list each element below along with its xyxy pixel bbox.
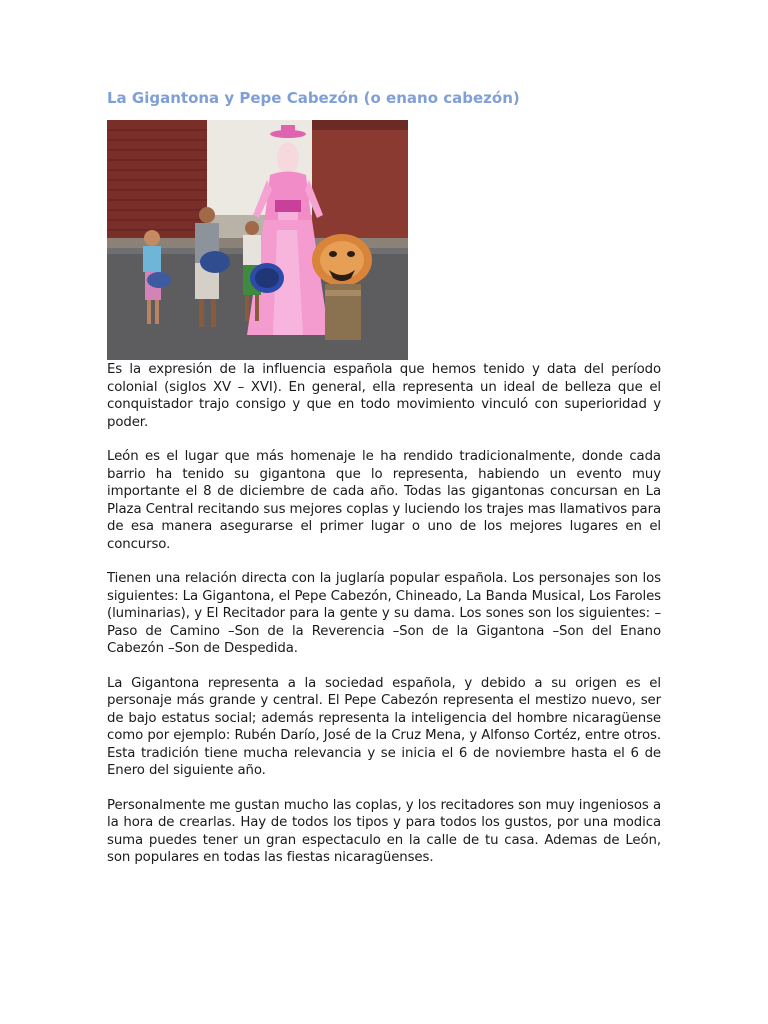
paragraph-5: Personalmente me gustan mucho las coplas, y los recitadores son muy ingeniosos a la hora de crearlas. Hay de todos los tipos y para todos los gustos, por una modica suma puedes tener un gran espectaculo en la calle de tu casa. Ademas de León, son populares en todas las fiestas nicaragüenses. [107, 797, 661, 865]
paragraph-4: La Gigantona representa a la sociedad española, y debido a su origen es el personaje más grande y central. El Pepe Cabezón representa el mestizo nuevo, ser de bajo estatus social; además representa la inteligencia del hombre nicaragüense como por ejemplo: Rubén Darío, José de la Cruz Mena, y Alfonso Cortéz, entre otros. Esta tradición tiene mucha relevancia y se inicia el 6 de noviembre hasta el 6 de Enero del siguiente año. [107, 675, 661, 778]
paragraph-3: Tienen una relación directa con la juglaría popular española. Los personajes son los siguientes: La Gigantona, el Pepe Cabezón, Chineado, La Banda Musical, Los Faroles (luminarias), y El Recitador para la gente y su dama. Los sones son los siguientes: –Paso de Camino –Son de la Reverencia –Son de la Gigantona –Son del Enano Cabezón –Son de Despedida. [107, 571, 661, 656]
paragraph-2: León es el lugar que más homenaje le ha rendido tradicionalmente, donde cada barrio ha tenido su gigantona que lo representa, habiendo un evento muy importante el 8 de diciembre de cada año. Todas las gigantonas concursan en La Plaza Central recitando sus mejores coplas y luciendo los trajes mas llamativos para de esa manera asegurarse el primer lugar o uno de los mejores lugares en el concurso. [107, 449, 661, 552]
document-page [107, 88, 661, 884]
article-title: La Gigantona y Pepe Cabezón (o enano cabezón) [107, 89, 520, 107]
paragraph-1: Es la expresión de la influencia española que hemos tenido y data del período colonial (siglos XV – XVI). En general, ella representa un ideal de belleza que el conquistador trajo consigo y que en todo movimiento vinculó con superioridad y poder. [107, 362, 661, 430]
gigantona-photo [107, 120, 408, 360]
